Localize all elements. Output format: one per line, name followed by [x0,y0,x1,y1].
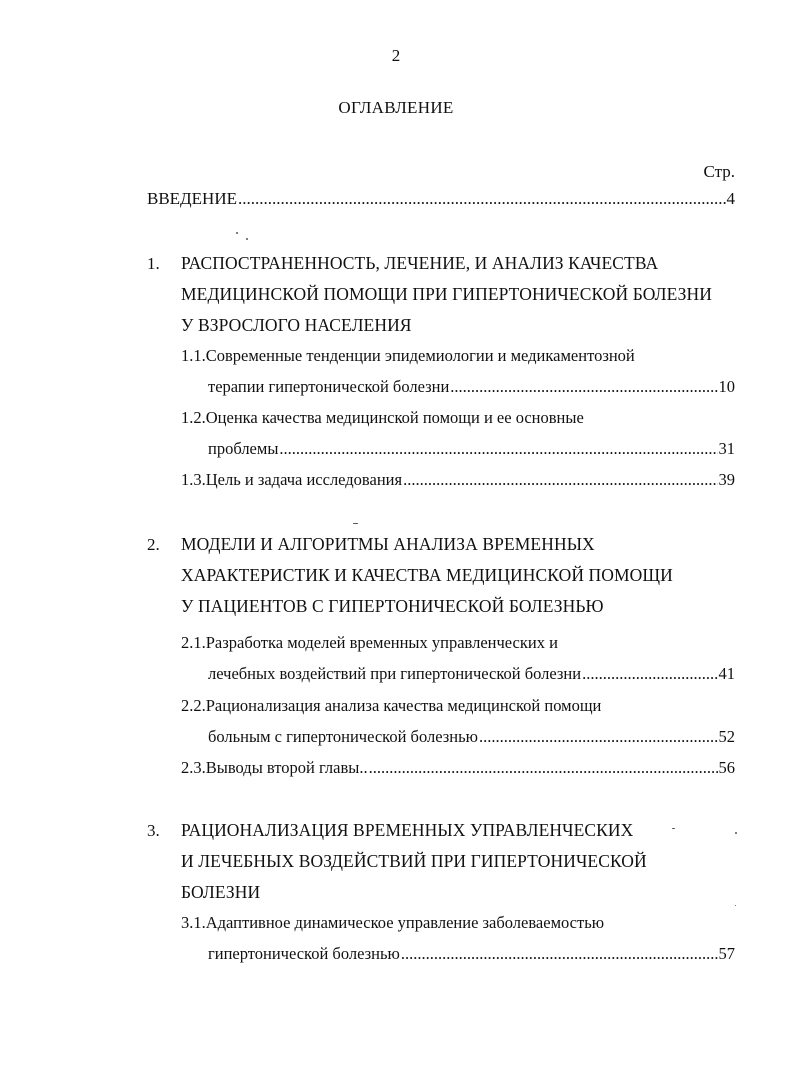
scan-speck [672,828,675,829]
toc-entry-section [208,664,735,684]
toc-entry-page: 4 [726,189,735,208]
toc-title: ОГЛАВЛЕНИЕ [338,98,454,117]
section-title-line: 3.1.Адаптивное динамическое управление заболеваемостью [181,913,605,932]
dot-leader [479,727,718,747]
chapter-number: 2. [147,535,160,554]
chapter-title-line: МЕДИЦИНСКОЙ ПОМОЩИ ПРИ ГИПЕРТОНИЧЕСКОЙ БОЛЕЗНИ [181,284,712,304]
toc-entry-label: терапии гипертонической болезни [208,377,450,396]
section-title-line: 2.2.Рационализация анализа качества медицинской помощи [181,696,602,715]
toc-entry-section [181,470,735,490]
toc-entry-label: проблемы [208,439,279,458]
toc-entry-label: ВВЕДЕНИЕ [147,189,237,208]
scan-speck [735,905,736,906]
chapter-title-line: ХАРАКТЕРИСТИК И КАЧЕСТВА МЕДИЦИНСКОЙ ПОМОЩИ [181,565,673,585]
dot-leader [369,758,718,778]
scan-speck [735,832,737,834]
chapter-number: 1. [147,254,160,273]
toc-entry-label: 1.3.Цель и задача исследования [181,470,403,489]
scan-speck [246,238,248,240]
toc-entry-label: гипертонической болезнью [208,944,400,963]
scan-speck [353,523,358,524]
dot-leader [238,189,726,209]
toc-entry-label: лечебных воздействий при гипертонической болезни [208,664,582,683]
chapter-title-line: БОЛЕЗНИ [181,882,261,902]
page-number: 2 [391,46,401,65]
toc-entry-section [208,944,735,964]
chapter-title-line: РАСПОСТРАНЕННОСТЬ, ЛЕЧЕНИЕ, И АНАЛИЗ КАЧЕСТВА [181,253,659,273]
section-title-line: 1.2.Оценка качества медицинской помощи и ее основные [181,408,584,427]
toc-entry-intro [147,189,735,209]
page-column-label: Стр. [703,162,735,181]
toc-entry-page: 39 [718,470,735,489]
toc-entry-section [208,727,735,747]
chapter-title-line: У ПАЦИЕНТОВ С ГИПЕРТОНИЧЕСКОЙ БОЛЕЗНЬЮ [181,596,604,616]
toc-entry-page: 52 [718,727,735,746]
toc-entry-page: 41 [718,664,735,683]
toc-entry-label: 2.3.Выводы второй главы.. [181,758,368,777]
chapter-title-line: У ВЗРОСЛОГО НАСЕЛЕНИЯ [181,315,412,335]
dot-leader [450,377,717,397]
section-title-line: 1.1.Современные тенденции эпидемиологии и медикаментозной [181,346,635,365]
chapter-title-line: И ЛЕЧЕБНЫХ ВОЗДЕЙСТВИЙ ПРИ ГИПЕРТОНИЧЕСКОЙ [181,851,647,871]
chapter-title-line: МОДЕЛИ И АЛГОРИТМЫ АНАЛИЗА ВРЕМЕННЫХ [181,534,595,554]
toc-entry-section [181,758,735,778]
toc-entry-page: 31 [718,439,735,458]
dot-leader [403,470,717,490]
dot-leader [279,439,717,459]
toc-entry-section [208,377,735,397]
dot-leader [401,944,718,964]
dot-leader [582,664,717,684]
scan-speck [236,232,238,234]
chapter-title-line: РАЦИОНАЛИЗАЦИЯ ВРЕМЕННЫХ УПРАВЛЕНЧЕСКИХ [181,820,634,840]
toc-entry-page: 57 [718,944,735,963]
toc-entry-section [208,439,735,459]
chapter-number: 3. [147,821,160,840]
toc-entry-page: 10 [718,377,735,396]
toc-entry-label: больным с гипертонической болезнью [208,727,478,746]
section-title-line: 2.1.Разработка моделей временных управленческих и [181,633,558,652]
toc-entry-page: 56 [718,758,735,777]
